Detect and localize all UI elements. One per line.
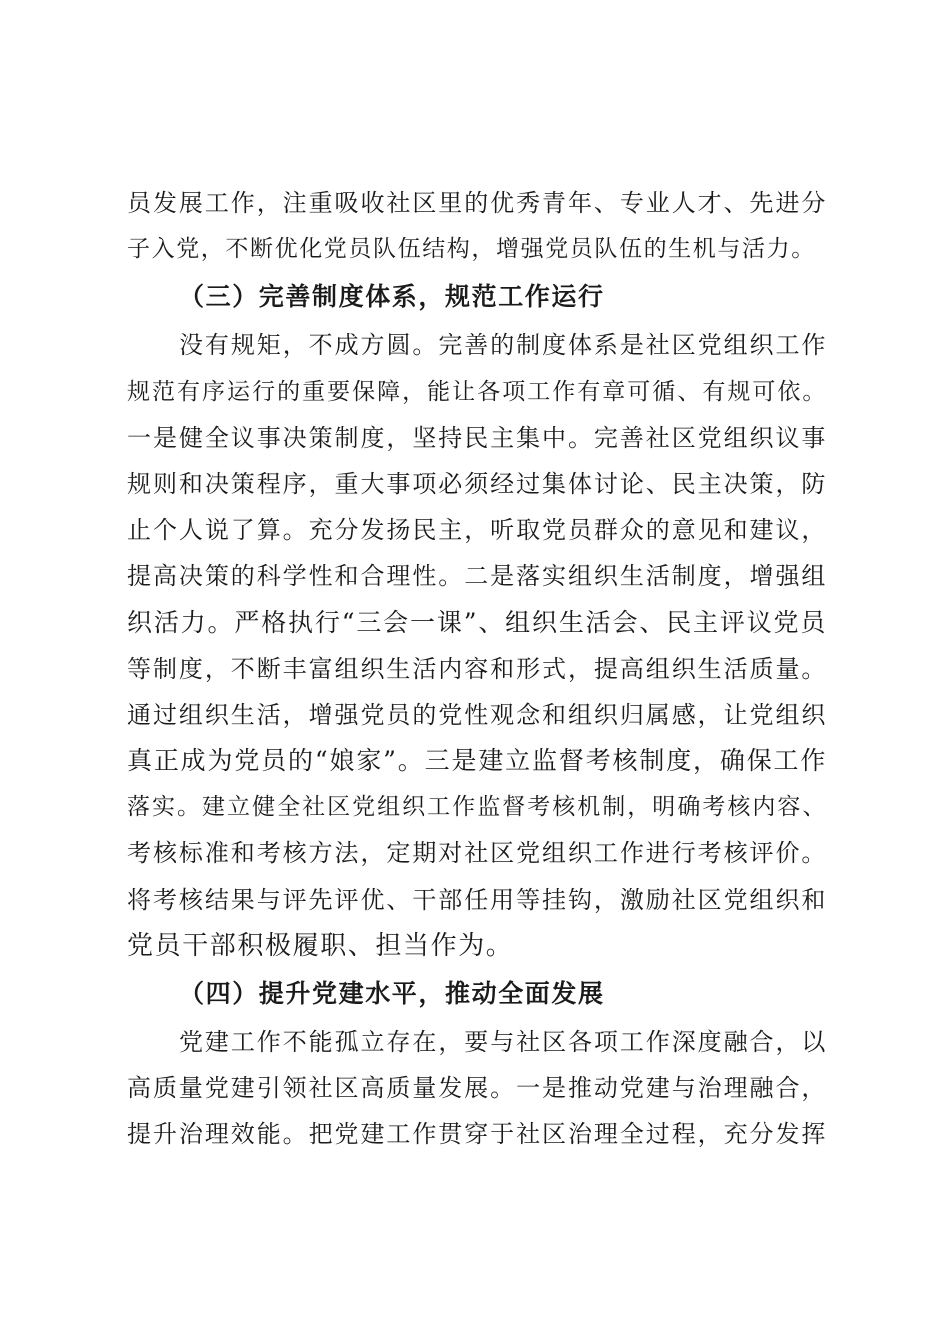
paragraph-line: 规则和决策程序，重大事项必须经过集体讨论、民主决策，防 [127,469,827,498]
paragraph-line: 员发展工作，注重吸收社区里的优秀青年、专业人才、先进分 [127,189,827,217]
paragraph-line: 通过组织生活，增强党员的党性观念和组织归属感，让党组织 [127,700,827,729]
paragraph-first-line: 没有规矩，不成方圆。完善的制度体系是社区党组织工作 [179,331,827,360]
paragraph-line: 一是健全议事决策制度，坚持民主集中。完善社区党组织议事 [127,423,827,452]
paragraph-line: 高质量党建引领社区高质量发展。一是推动党建与治理融合， [127,1074,827,1103]
paragraph-line: 规范有序运行的重要保障，能让各项工作有章可循、有规可依。 [127,378,827,405]
paragraph-line: 真正成为党员的“娘家”。三是建立监督考核制度，确保工作 [127,746,827,776]
paragraph-line: 将考核结果与评先评优、干部任用等挂钩，激励社区党组织和 [127,885,827,914]
paragraph-line: 落实。建立健全社区党组织工作监督考核机制，明确考核内容、 [127,794,827,821]
paragraph-line: 考核标准和考核方法，定期对社区党组织工作进行考核评价。 [127,839,827,868]
section-heading-4: （四）提升党建水平，推动全面发展 [179,979,605,1008]
paragraph-first-line: 党建工作不能孤立存在，要与社区各项工作深度融合，以 [179,1028,827,1056]
paragraph-line: 提高决策的科学性和合理性。二是落实组织生活制度，增强组 [127,562,827,591]
paragraph-line: 党员干部积极履职、担当作为。 [127,930,514,961]
paragraph-line: 等制度，不断丰富组织生活内容和形式，提高组织生活质量。 [127,654,827,683]
paragraph-line: 织活力。严格执行“三会一课”、组织生活会、民主评议党员 [127,607,827,637]
section-heading-3: （三）完善制度体系，规范工作运行 [179,282,605,312]
paragraph-line: 子入党，不断优化党员队伍结构，增强党员队伍的生机与活力。 [127,236,816,263]
paragraph-line: 止个人说了算。充分发扬民主，听取党员群众的意见和建议， [127,516,827,545]
paragraph-line: 提升治理效能。把党建工作贯穿于社区治理全过程，充分发挥 [127,1120,827,1149]
document-page [127,180,827,1158]
